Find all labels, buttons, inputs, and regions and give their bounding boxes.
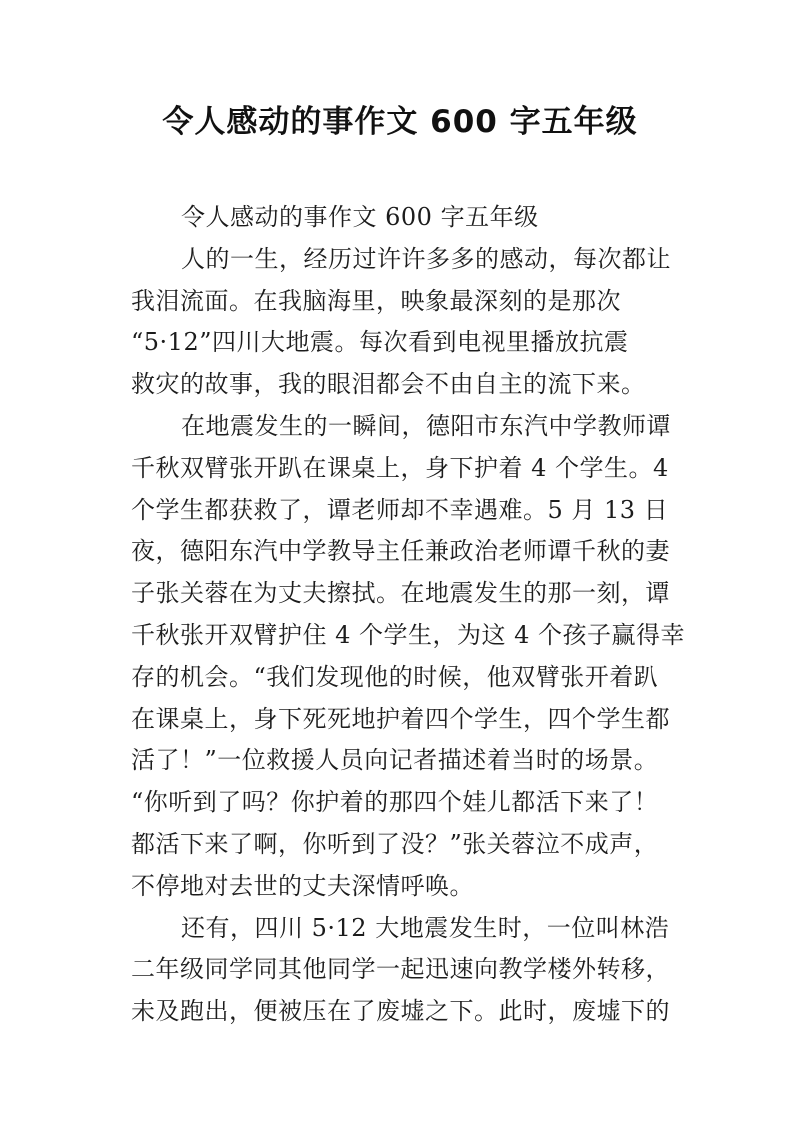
paragraph-line: “你听到了吗？你护着的那四个娃儿都活下来了！ (131, 788, 659, 817)
paragraph-line: 千秋张开双臂护住 4 个学生，为这 4 个孩子赢得幸 (131, 620, 686, 649)
paragraph-line: 在课桌上，身下死死地护着四个学生，四个学生都 (131, 704, 670, 733)
paragraph-line: 活了！”一位救援人员向记者描述着当时的场景。 (131, 746, 659, 775)
paragraph-line: 未及跑出，便被压在了废墟之下。此时，废墟下的 (131, 997, 670, 1026)
paragraph-line: 都活下来了啊，你听到了没？”张关蓉泣不成声， (131, 829, 659, 858)
subtitle-line: 令人感动的事作文 600 字五年级 (181, 203, 539, 231)
paragraph-line: 在地震发生的一瞬间，德阳市东汽中学教师谭 (181, 411, 671, 440)
paragraph-line: 夜，德阳东汽中学教导主任兼政治老师谭千秋的妻 (131, 537, 670, 566)
paragraph-line: 救灾的故事，我的眼泪都会不由自主的流下来。 (131, 370, 646, 399)
paragraph-line: 人的一生，经历过许许多多的感动，每次都让 (181, 244, 671, 273)
paragraph-line: 存的机会。“我们发现他的时候，他双臂张开着趴 (131, 662, 659, 691)
paragraph-line: 子张关蓉在为丈夫擦拭。在地震发生的那一刻，谭 (131, 579, 670, 608)
paragraph-line: 个学生都获救了，谭老师却不幸遇难。5 月 13 日 (131, 495, 669, 524)
document-body (131, 197, 686, 1033)
paragraph-line: 我泪流面。在我脑海里，映象最深刻的是那次 (131, 286, 621, 315)
paragraph-line: 二年级同学同其他同学一起迅速向教学楼外转移， (131, 955, 670, 984)
paragraph-line: 不停地对去世的丈夫深情呼唤。 (131, 871, 474, 900)
paragraph-line: “5·12”四川大地震。每次看到电视里播放抗震 (131, 328, 629, 357)
paragraph-line: 还有，四川 5·12 大地震发生时，一位叫林浩 (181, 913, 670, 942)
paragraph-line: 千秋双臂张开趴在课桌上，身下护着 4 个学生。4 (131, 453, 669, 482)
page-title: 令人感动的事作文 600 字五年级 (162, 104, 638, 140)
